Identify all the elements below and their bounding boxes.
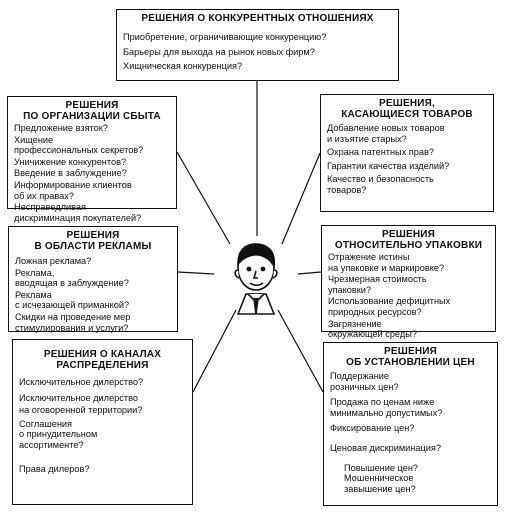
box-competition-decisions bbox=[116, 9, 399, 81]
box-title: РЕШЕНИЯ bbox=[65, 100, 119, 111]
list-item: о принудительном bbox=[19, 429, 98, 440]
list-item: Использование дефицитных bbox=[328, 296, 451, 307]
list-item: дискриминация покупателей? bbox=[14, 212, 142, 223]
manager-figure-icon bbox=[208, 236, 304, 316]
list-item: Чрезмерная стоимость bbox=[328, 274, 427, 285]
list-item: Хищение bbox=[14, 134, 54, 145]
list-item: Исключительное дилерство? bbox=[19, 377, 144, 387]
list-item: Добавление новых товаров bbox=[327, 123, 445, 133]
box-title: РЕШЕНИЯ О КАНАЛАХ bbox=[43, 349, 162, 360]
list-item: розничных цен? bbox=[330, 381, 399, 392]
list-item: товаров? bbox=[327, 184, 367, 195]
list-item: об их правах? bbox=[14, 190, 74, 201]
box-title: РЕШЕНИЯ О КОНКУРЕНТНЫХ ОТНОШЕНИЯХ bbox=[141, 13, 374, 24]
box-channel-decisions bbox=[12, 339, 193, 505]
list-item: на оговоренной территории? bbox=[19, 405, 143, 416]
box-title: ПО ОРГАНИЗАЦИИ СБЫТА bbox=[23, 111, 161, 122]
list-item: вводящая в заблуждение? bbox=[15, 278, 129, 289]
list-item: на упаковке и маркировке? bbox=[328, 262, 445, 273]
list-item: Фиксирование цен? bbox=[330, 423, 415, 434]
list-item: Продажа по ценам ниже bbox=[330, 397, 435, 408]
box-title: ОТНОСИТЕЛЬНО УПАКОВКИ bbox=[334, 240, 483, 251]
list-item: Загрязнение bbox=[328, 318, 382, 329]
box-title: РЕШЕНИЯ bbox=[381, 229, 436, 240]
list-item: окружающей среды? bbox=[328, 329, 417, 340]
list-item: профессиональных секретов? bbox=[14, 145, 144, 156]
list-item: Исключительное дилерство bbox=[19, 392, 138, 403]
list-item: Отражение истины bbox=[328, 252, 410, 262]
box-packaging-decisions bbox=[321, 225, 496, 340]
list-item: Повышение цен? bbox=[344, 462, 418, 473]
box-title: РЕШЕНИЯ bbox=[66, 230, 120, 241]
list-item: минимально допустимых? bbox=[330, 407, 443, 418]
list-item: Охрана патентных прав? bbox=[327, 147, 434, 158]
list-item: стимулирования и услуги? bbox=[15, 322, 129, 333]
box-advertising-decisions bbox=[8, 226, 178, 332]
list-item: упаковки? bbox=[328, 284, 372, 295]
list-item: Барьеры для выхода на рынок новых фирм? bbox=[123, 46, 315, 57]
list-item: Ложная реклама? bbox=[15, 256, 92, 266]
list-item: Информирование клиентов bbox=[14, 179, 132, 190]
connector-chan bbox=[193, 310, 236, 392]
box-title: ОБ УСТАНОВЛЕНИИ ЦЕН bbox=[346, 357, 475, 368]
box-sales-decisions bbox=[7, 96, 177, 223]
list-item: Ценовая дискриминация? bbox=[330, 442, 441, 453]
list-item: Гарантии качества изделий? bbox=[327, 160, 450, 171]
list-item: Реклама, bbox=[15, 267, 55, 278]
list-item: Качество и безопасность bbox=[327, 174, 434, 185]
connector-sales bbox=[177, 152, 230, 244]
list-item: Скидки на проведение мер bbox=[15, 311, 131, 322]
connector-goods bbox=[282, 153, 320, 244]
list-item: Реклама bbox=[15, 289, 52, 300]
box-title: РЕШЕНИЯ bbox=[383, 346, 438, 357]
list-item: Приобретение, ограничивающие конкуренцию? bbox=[123, 32, 327, 42]
list-item: и изъятие старых? bbox=[327, 133, 407, 144]
list-item: Введение в заблуждение? bbox=[14, 168, 127, 179]
list-item: Несправедливая bbox=[14, 202, 86, 213]
box-title: В ОБЛАСТИ РЕКЛАМЫ bbox=[34, 241, 152, 252]
list-item: завышение цен? bbox=[344, 483, 416, 494]
box-goods-decisions bbox=[320, 94, 494, 212]
list-item: Уничижение конкурентов? bbox=[14, 156, 127, 167]
list-item: ассортименте? bbox=[19, 439, 84, 450]
list-item: с исчезающей приманкой? bbox=[15, 300, 130, 311]
box-title: РЕШЕНИЯ, bbox=[378, 98, 436, 109]
connector-price bbox=[278, 310, 323, 392]
list-item: Хищническая конкуренция? bbox=[123, 61, 243, 72]
list-item: Мошенническое bbox=[344, 473, 414, 484]
list-item: Предложение взяток? bbox=[14, 123, 108, 133]
list-item: Соглашения bbox=[19, 418, 73, 429]
box-title: РАСПРЕДЕЛЕНИЯ bbox=[56, 360, 149, 371]
list-item: Поддержание bbox=[330, 371, 390, 381]
box-title: КАСАЮЩИЕСЯ ТОВАРОВ bbox=[341, 109, 473, 120]
list-item: Права дилеров? bbox=[19, 463, 90, 474]
list-item: природных ресурсов? bbox=[328, 306, 422, 317]
box-pricing-decisions bbox=[323, 342, 498, 506]
